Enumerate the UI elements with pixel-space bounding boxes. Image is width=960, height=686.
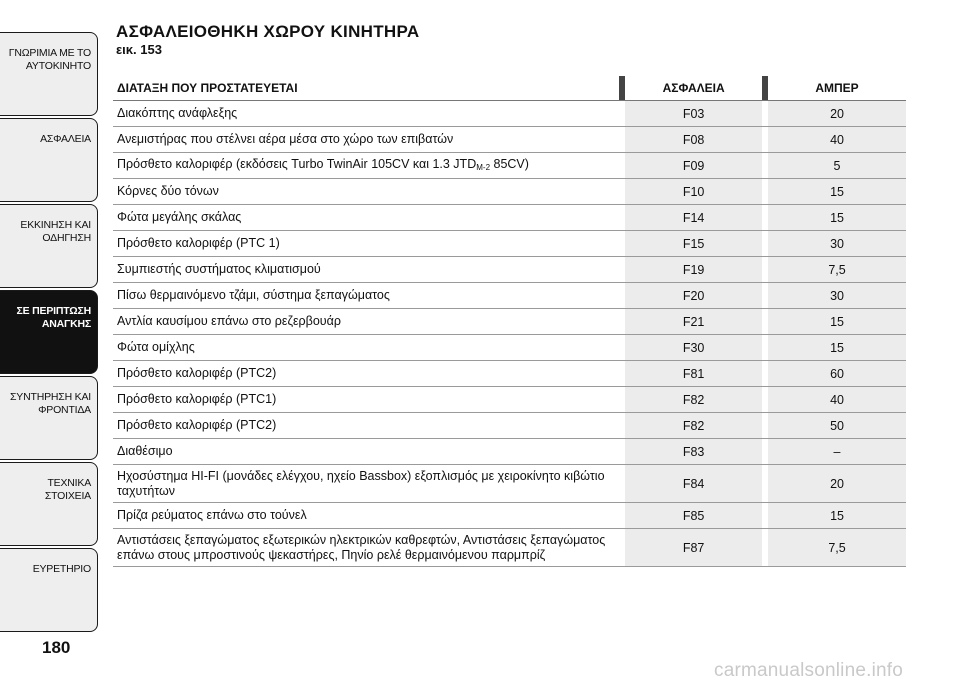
- protected-device-cell: [113, 106, 619, 121]
- ampere-cell: 50: [768, 413, 906, 438]
- fuse-cell: F03: [625, 101, 762, 126]
- fuse-cell: F19: [625, 257, 762, 282]
- protected-device-text: Φώτα μεγάλης σκάλας: [117, 210, 242, 224]
- protected-device-text: Αντλία καυσίμου επάνω στο ρεζερβουάρ: [117, 314, 341, 328]
- table-row: [113, 309, 906, 335]
- fuse-cell: F21: [625, 309, 762, 334]
- table-row: [113, 153, 906, 179]
- protected-device-text: Ανεμιστήρας που στέλνει αέρα μέσα στο χώρο των επιβατών: [117, 132, 454, 146]
- page-number: 180: [42, 638, 71, 657]
- table-row: [113, 101, 906, 127]
- table-row: [113, 529, 906, 567]
- protected-device-text-tail: 85CV): [490, 156, 529, 171]
- protected-device-cell: [113, 533, 619, 563]
- protected-device-text: Συμπιεστής συστήματος κλιματισμού: [117, 262, 321, 276]
- protected-device-text: Πρόσθετο καλοριφέρ (εκδόσεις Turbo TwinAir 105CV και 1.3 JTD: [117, 156, 477, 171]
- protected-device-cell: [113, 132, 619, 147]
- tab-emergency[interactable]: ΣΕ ΠΕΡΙΠΤΩΣΗ ΑΝΑΓΚΗΣ: [0, 290, 98, 374]
- ampere-cell: 15: [768, 309, 906, 334]
- ampere-cell: 20: [768, 101, 906, 126]
- figure-reference: εικ. 153: [116, 42, 162, 57]
- fuse-cell: F82: [625, 387, 762, 412]
- table-row: [113, 283, 906, 309]
- protected-device-text: Διαθέσιμο: [117, 444, 173, 458]
- ampere-cell: 30: [768, 231, 906, 256]
- protected-device-cell: [113, 210, 619, 225]
- protected-device-text: Πρόσθετο καλοριφέρ (PTC 1): [117, 236, 280, 250]
- fuse-cell: F15: [625, 231, 762, 256]
- protected-device-text: Κόρνες δύο τόνων: [117, 184, 219, 198]
- protected-device-cell: [113, 508, 619, 523]
- table-row: [113, 127, 906, 153]
- protected-device-cell: [113, 288, 619, 303]
- ampere-cell: 7,5: [768, 529, 906, 566]
- fuse-cell: F82: [625, 413, 762, 438]
- fuse-cell: F08: [625, 127, 762, 152]
- fuse-cell: F09: [625, 153, 762, 178]
- table-row: [113, 205, 906, 231]
- fuse-cell: F10: [625, 179, 762, 204]
- protected-device-text: Αντιστάσεις ξεπαγώματος εξωτερικών ηλεκτρικών καθρεφτών, Αντιστάσεις ξεπαγώματος επάνω στους μπροστινούς ψεκαστήρες, Πηνίο ρελέ θερμαινόμενου παρμπρίζ: [117, 532, 606, 562]
- protected-device-text: Πίσω θερμαινόμενο τζάμι, σύστημα ξεπαγώματος: [117, 288, 390, 302]
- page-title: ΑΣΦΑΛΕΙΟΘΗΚΗ ΧΩΡΟΥ ΚΙΝΗΤΗΡΑ: [116, 22, 420, 41]
- column-header-fuse: ΑΣΦΑΛΕΙΑ: [662, 81, 725, 95]
- ampere-cell: 30: [768, 283, 906, 308]
- table-row: [113, 257, 906, 283]
- fuse-cell: F81: [625, 361, 762, 386]
- tab-getting-to-know-car[interactable]: ΓΝΩΡΙΜΙΑ ΜΕ ΤΟ ΑΥΤΟΚΙΝΗΤΟ: [0, 32, 98, 116]
- fuse-table: [113, 76, 906, 567]
- tab-maintenance[interactable]: ΣΥΝΤΗΡΗΣΗ ΚΑΙ ΦΡΟΝΤΙΔΑ: [0, 376, 98, 460]
- table-row: [113, 335, 906, 361]
- protected-device-cell: [113, 444, 619, 459]
- tab-technical-data[interactable]: ΤΕΧΝΙΚΑ ΣΤΟΙΧΕΙΑ: [0, 462, 98, 546]
- fuse-cell: F84: [625, 465, 762, 502]
- ampere-cell: 15: [768, 179, 906, 204]
- protected-device-text: Πρίζα ρεύματος επάνω στο τούνελ: [117, 508, 307, 522]
- tab-safety[interactable]: ΑΣΦΑΛΕΙΑ: [0, 118, 98, 202]
- subscript-text: M-2: [476, 162, 491, 172]
- ampere-cell: 7,5: [768, 257, 906, 282]
- table-row: [113, 439, 906, 465]
- protected-device-text: Πρόσθετο καλοριφέρ (PTC2): [117, 366, 277, 380]
- protected-device-cell: [113, 392, 619, 407]
- protected-device-text: Ηχοσύστημα HI-FI (μονάδες ελέγχου, ηχείο Bassbox) εξοπλισμός με χειροκίνητο κιβώτιο ταχυτήτων: [117, 468, 605, 498]
- protected-device-cell: [113, 418, 619, 433]
- table-row: [113, 361, 906, 387]
- ampere-cell: 5: [768, 153, 906, 178]
- table-header: [113, 76, 906, 101]
- ampere-cell: 15: [768, 335, 906, 360]
- table-row: [113, 179, 906, 205]
- protected-device-cell: [113, 366, 619, 381]
- ampere-cell: 15: [768, 205, 906, 230]
- tab-starting-driving[interactable]: ΕΚΚΙΝΗΣΗ ΚΑΙ ΟΔΗΓΗΣΗ: [0, 204, 98, 288]
- protected-device-cell: [113, 314, 619, 329]
- watermark: carmanualsonline.info: [714, 660, 904, 681]
- fuse-cell: F20: [625, 283, 762, 308]
- protected-device-cell: [113, 157, 619, 175]
- protected-device-cell: [113, 236, 619, 251]
- table-row: [113, 465, 906, 503]
- protected-device-text: Φώτα ομίχλης: [117, 340, 195, 354]
- chapter-sidebar: [0, 0, 100, 640]
- ampere-cell: 40: [768, 127, 906, 152]
- table-row: [113, 387, 906, 413]
- fuse-cell: F85: [625, 503, 762, 528]
- fuse-cell: F83: [625, 439, 762, 464]
- protected-device-text: Πρόσθετο καλοριφέρ (PTC1): [117, 392, 277, 406]
- column-header-protected-device: ΔΙΑΤΑΞΗ ΠΟΥ ΠΡΟΣΤΑΤΕΥΕΤΑΙ: [117, 81, 298, 95]
- fuse-cell: F87: [625, 529, 762, 566]
- protected-device-cell: [113, 184, 619, 199]
- table-body: [113, 101, 906, 567]
- ampere-cell: 40: [768, 387, 906, 412]
- tab-index[interactable]: ΕΥΡΕΤΗΡΙΟ: [0, 548, 98, 632]
- fuse-cell: F30: [625, 335, 762, 360]
- fuse-cell: F14: [625, 205, 762, 230]
- ampere-cell: 60: [768, 361, 906, 386]
- protected-device-cell: [113, 469, 619, 499]
- column-header-ampere: ΑΜΠΕΡ: [815, 81, 859, 95]
- ampere-cell: 20: [768, 465, 906, 502]
- table-row: [113, 413, 906, 439]
- table-row: [113, 503, 906, 529]
- ampere-cell: 15: [768, 503, 906, 528]
- table-row: [113, 231, 906, 257]
- protected-device-text: Διακόπτης ανάφλεξης: [117, 106, 238, 120]
- ampere-cell: –: [768, 439, 906, 464]
- protected-device-text: Πρόσθετο καλοριφέρ (PTC2): [117, 418, 277, 432]
- protected-device-cell: [113, 262, 619, 277]
- protected-device-cell: [113, 340, 619, 355]
